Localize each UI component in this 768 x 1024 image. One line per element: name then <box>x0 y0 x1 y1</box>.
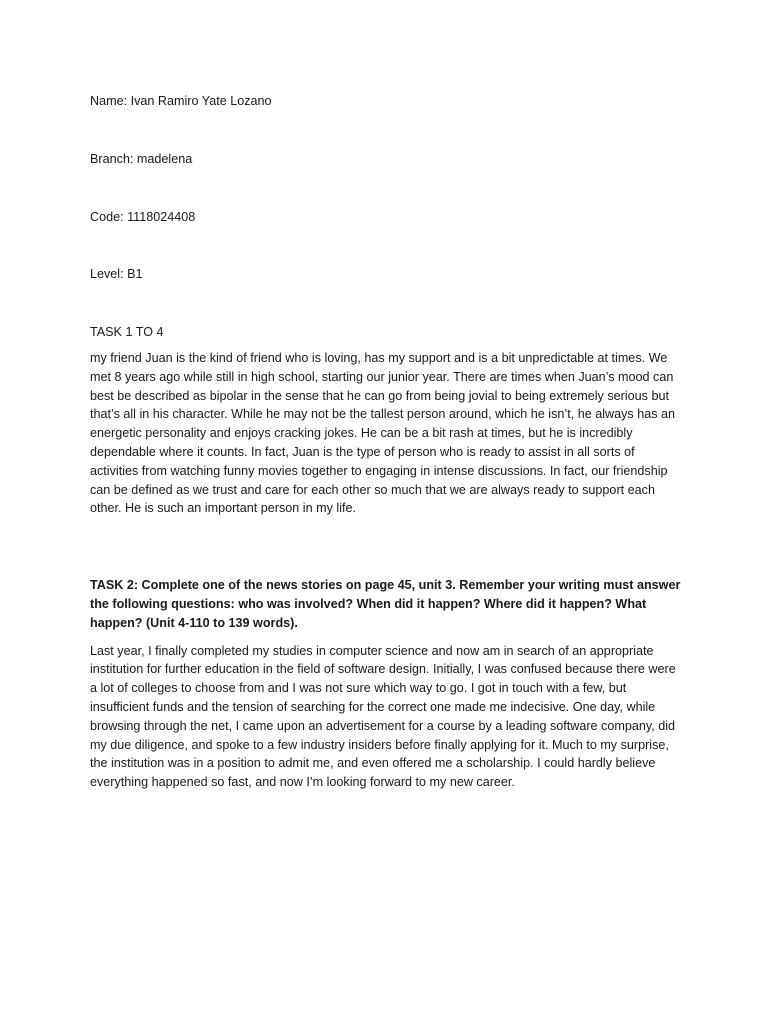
task2-paragraph: Last year, I finally completed my studies in computer science and now am in search of an appropriate institution for further education in the field of software design. Initially, I was confused because there were a lot of colleges to choose from and I was not sure which way to go. I got in touch with a few, but insufficient funds and the tension of searching for the correct one made me indecisive. One day, while browsing through the net, I came upon an advertisement for a course by a leading software company, did my due diligence, and spoke to a few industry insiders before finally applying for it. Much to my surprise, the institution was in a position to admit me, and even offered me a scholarship. I could hardly believe everything happened so fast, and now I’m looking forward to my new career. <box>90 643 676 790</box>
student-name: Name: Ivan Ramiro Yate Lozano <box>90 94 272 108</box>
student-code: Code: 1118024408 <box>90 209 196 224</box>
student-level: Level: B1 <box>90 267 143 282</box>
task1-heading: TASK 1 TO 4 <box>90 325 164 340</box>
document-content <box>90 92 682 792</box>
section-spacer <box>90 518 682 576</box>
task1-paragraph: my friend Juan is the kind of friend who is loving, has my support and is a bit unpredictable at times. We met 8 years ago while still in high school, starting our junior year. There are times when Juan’s mood can best be described as bipolar in the sense that he can go from being jovial to being extremely serious but that’s all in his character. While he may not be the tallest person around, which he isn’t, he always has an energetic personality and enjoys cracking jokes. He can be a bit rash at times, but he is incredibly dependable where it counts. In fact, Juan is the type of person who is ready to assist in all sorts of activities from watching funny movies together to engaging in intense discussions. In fact, our friendship can be defined as we trust and care for each other so much that we are always ready to support each other. He is such an important person in my life. <box>90 350 676 516</box>
student-branch: Branch: madelena <box>90 151 193 166</box>
task2-heading: TASK 2: Complete one of the news stories on page 45, unit 3. Remember your writing must answer the following questions: who was involved? When did it happen? Where did it happen? What happen? (Unit 4-110 to 139 words). <box>90 578 681 630</box>
